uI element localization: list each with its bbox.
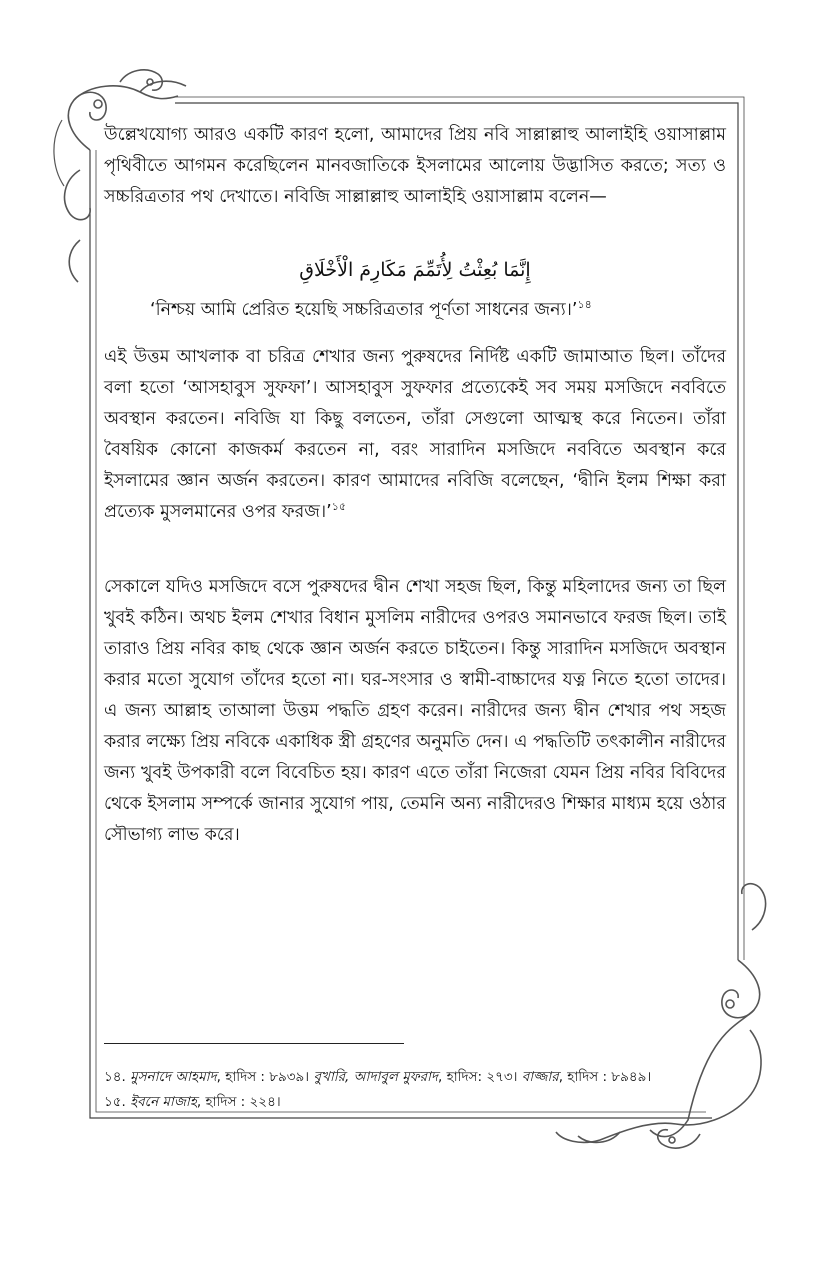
footnote-14-source-2: বুখারি, আদাবুল মুফরাদ <box>313 1069 439 1085</box>
paragraph-3 <box>104 572 726 851</box>
footnote-15-number: ১৫. <box>104 1094 126 1110</box>
footnote-divider <box>104 1043 404 1044</box>
footnote-14-ref-1: , হাদিস : ৮৯৩৯। <box>216 1069 314 1085</box>
footnote-15-source-1: ইবনে মাজাহ <box>130 1094 197 1110</box>
paragraph-2 <box>104 342 726 528</box>
footnote-14-ref-3: , হাদিস : ৮৯৪৯। <box>558 1069 652 1085</box>
footnote-15 <box>104 1092 744 1112</box>
paragraph-1 <box>104 120 726 213</box>
footnote-14-source-1: মুসনাদে আহমাদ <box>130 1069 217 1085</box>
hadith-translation <box>150 295 740 325</box>
footnote-14-source-3: বাজ্জার <box>521 1069 559 1085</box>
paragraph-2-text <box>104 342 726 528</box>
footnote-14-ref-2: , হাদিস: ২৭৩। <box>438 1069 522 1085</box>
footnote-ref-15[interactable]: ১৫ <box>331 500 347 514</box>
translation-text: ‘নিশ্চয় আমি প্রেরিত হয়েছি সচ্চরিত্রতার পূর্ণতা সাধনের জন্য।’ <box>150 300 578 320</box>
paragraph-3-text: সেকালে যদিও মসজিদে বসে পুরুষদের দ্বীন শেখা সহজ ছিল, কিন্তু মহিলাদের জন্য তা ছিল খুবই কঠিন। অথচ ইলম শেখার বিধান মুসলিম নারীদের ওপরও সমানভাবে ফরজ ছিল। তাই তারাও প্রিয় নবির কাছ থেকে জ্ঞান অর্জন করতে চাইতেন। কিন্তু সারাদিন মসজিদে অবস্থান করার মতো সুযোগ তাঁদের হতো না। ঘর-সংসার ও স্বামী-বাচ্চাদের যত্ন নিতে হতো তাদের। এ জন্য আল্লাহ তাআলা উত্তম পদ্ধতি গ্রহণ করেন। নারীদের জন্য দ্বীন শেখার পথ সহজ করার লক্ষ্যে প্রিয় নবিকে একাধিক স্ত্রী গ্রহণের অনুমতি দেন। এ পদ্ধতিটি তৎকালীন নারীদের জন্য খুবই উপকারী বলে বিবেচিত হয়। কারণ এতে তাঁরা নিজেরা যেমন প্রিয় নবির বিবিদের থেকে ইসলাম সম্পর্কে জানার সুযোগ পায়, তেমনি অন্য নারীদেরও শিক্ষার মাধ্যম হয়ে ওঠার সৌভাগ্য লাভ করে। <box>104 577 726 845</box>
footnote-14-number: ১৪. <box>104 1069 126 1085</box>
footnote-15-ref-1: , হাদিস : ২২৪। <box>196 1094 281 1110</box>
footnote-14 <box>104 1067 744 1087</box>
paragraph-2-body: এই উত্তম আখলাক বা চরিত্র শেখার জন্য পুরুষদের নির্দিষ্ট একটি জামাআত ছিল। তাঁদের বলা হতো ‘আসহাবুস সুফফা’। আসহাবুস সুফফার প্রত্যেকেই সব সময় মসজিদে নববিতে অবস্থান করতেন। নবিজি যা কিছু বলতেন, তাঁরা সেগুলো আত্মস্থ করে নিতেন। তাঁরা বৈষয়িক কোনো কাজকর্ম করতেন না, বরং সারাদিন মসজিদে নববিতে অবস্থান করে ইসলামের জ্ঞান অর্জন করতেন। কারণ আমাদের নবিজি বলেছেন, ‘দ্বীনি ইলম শিক্ষা করা প্রত্যেক মুসলমানের ওপর ফরজ।’ <box>104 347 726 522</box>
footnote-ref-14[interactable]: ১৪ <box>577 298 592 312</box>
arabic-hadith-quote: إِنَّمَا بُعِثْتُ لِأُتَمِّمَ مَكَارِمَ الْأَخْلَاقِ <box>299 259 531 281</box>
paragraph-1-text: উল্লেখযোগ্য আরও একটি কারণ হলো, আমাদের প্রিয় নবি সাল্লাল্লাহু আলাইহি ওয়াসাল্লাম পৃথিবীতে আগমন করেছিলেন মানবজাতিকে ইসলামের আলোয় উদ্ভাসিত করতে; সত্য ও সচ্চরিত্রতার পথ দেখাতে। নবিজি সাল্লাল্লাহু আলাইহি ওয়াসাল্লাম বলেন— <box>104 125 726 207</box>
